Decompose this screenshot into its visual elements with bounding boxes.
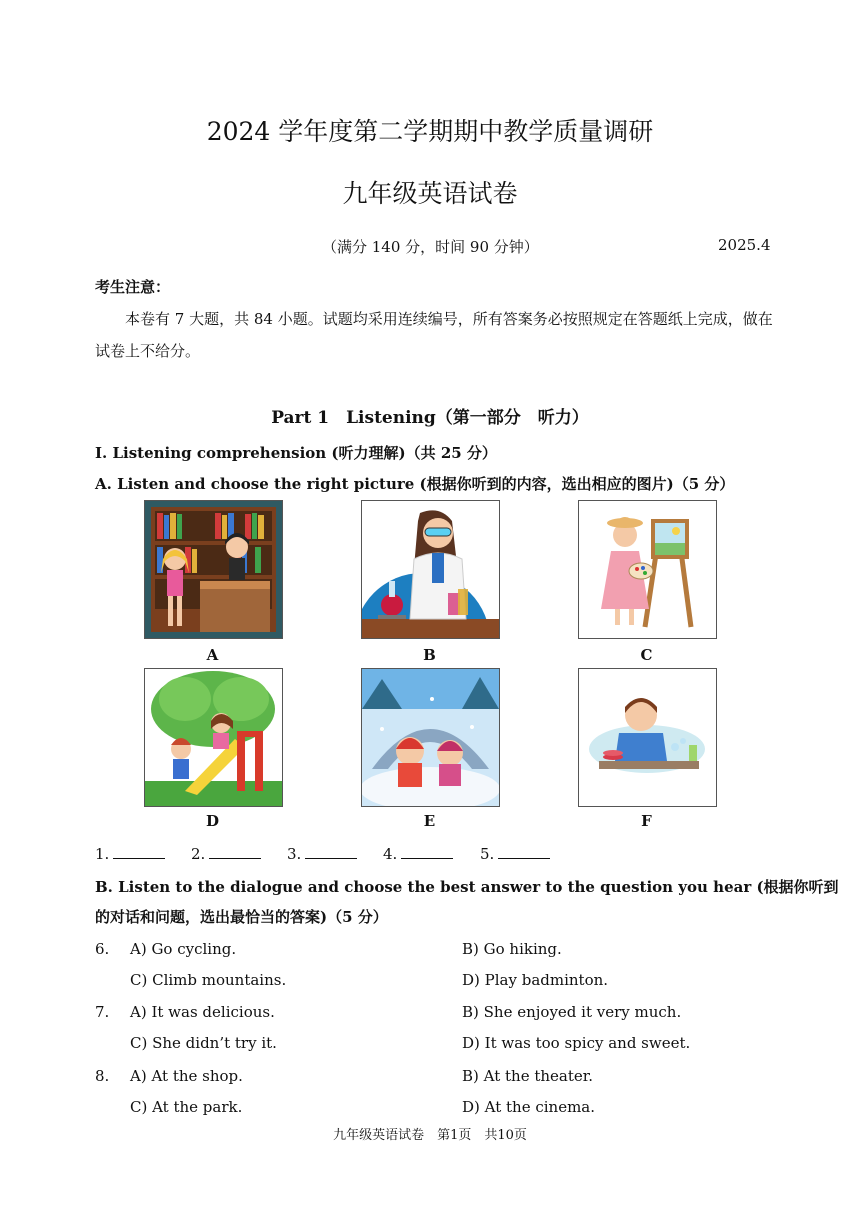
washing-dishes-icon xyxy=(579,669,716,806)
question-8-number: 8. xyxy=(95,1067,110,1085)
answer-blank-1: 1. xyxy=(95,844,165,863)
exam-title: 2024 学年度第二学期期中教学质量调研 xyxy=(206,117,654,146)
question-6-option-b: B) Go hiking. xyxy=(462,940,562,958)
scientist-icon xyxy=(362,501,499,638)
playground-icon xyxy=(145,669,282,806)
answer-line xyxy=(305,844,357,859)
picture-f xyxy=(578,668,717,807)
answer-blank-4: 4. xyxy=(383,844,453,863)
picture-d xyxy=(144,668,283,807)
notice-heading: 考生注意： xyxy=(95,278,171,296)
score-info: （满分 140 分，时间 90 分钟） xyxy=(322,238,539,256)
exam-subtitle: 九年级英语试卷 xyxy=(342,179,518,208)
exam-date: 2025.4 xyxy=(718,236,771,254)
section-A-heading: A. Listen and choose the right picture (根据你听到的内容，选出相应的图片)（5 分） xyxy=(95,475,735,493)
section-B-heading-line1: B. Listen to the dialogue and choose the best answer to the question you hear (根据你听到 xyxy=(95,878,839,896)
notice-body: 本卷有 7 大题，共 84 小题。试题均采用连续编号，所有答案务必按照规定在答题纸上完成，做在试卷上不给分。 xyxy=(95,310,773,360)
picture-a xyxy=(144,500,283,639)
snow-play-icon xyxy=(362,669,499,806)
page-footer: 九年级英语试卷 第1页 共10页 xyxy=(333,1128,527,1143)
section-B-heading-line2: 的对话和问题，选出最恰当的答案)（5 分） xyxy=(95,908,388,926)
answer-blank-5: 5. xyxy=(480,844,550,863)
picture-c-label: C xyxy=(640,646,653,664)
picture-b-label: B xyxy=(423,646,436,664)
picture-e-label: E xyxy=(423,812,436,830)
question-6-option-c: C) Climb mountains. xyxy=(130,971,287,989)
library-icon xyxy=(145,501,282,638)
answer-line xyxy=(498,844,550,859)
question-7-option-c: C) She didn’t try it. xyxy=(130,1034,277,1052)
section-I-heading: I. Listening comprehension (听力理解)（共 25 分） xyxy=(95,444,497,462)
question-7-number: 7. xyxy=(95,1003,110,1021)
question-7-option-a: A) It was delicious. xyxy=(130,1003,275,1021)
question-7-option-d: D) It was too spicy and sweet. xyxy=(462,1034,691,1052)
answer-blank-2: 2. xyxy=(191,844,261,863)
question-8-option-d: D) At the cinema. xyxy=(462,1098,596,1116)
painting-icon xyxy=(579,501,716,638)
picture-d-label: D xyxy=(205,812,219,830)
question-6-option-a: A) Go cycling. xyxy=(130,940,237,958)
answer-line xyxy=(401,844,453,859)
picture-e xyxy=(361,668,500,807)
question-6-option-d: D) Play badminton. xyxy=(462,971,609,989)
picture-c xyxy=(578,500,717,639)
part1-title: Part 1 Listening（第一部分 听力） xyxy=(271,408,589,428)
question-8-option-c: C) At the park. xyxy=(130,1098,243,1116)
question-6-number: 6. xyxy=(95,940,110,958)
question-8-option-b: B) At the theater. xyxy=(462,1067,594,1085)
picture-b xyxy=(361,500,500,639)
answer-line xyxy=(113,844,165,859)
picture-a-label: A xyxy=(206,646,219,664)
question-7-option-b: B) She enjoyed it very much. xyxy=(462,1003,682,1021)
answer-blank-3: 3. xyxy=(287,844,357,863)
picture-f-label: F xyxy=(641,812,652,830)
answer-line xyxy=(209,844,261,859)
question-8-option-a: A) At the shop. xyxy=(130,1067,243,1085)
